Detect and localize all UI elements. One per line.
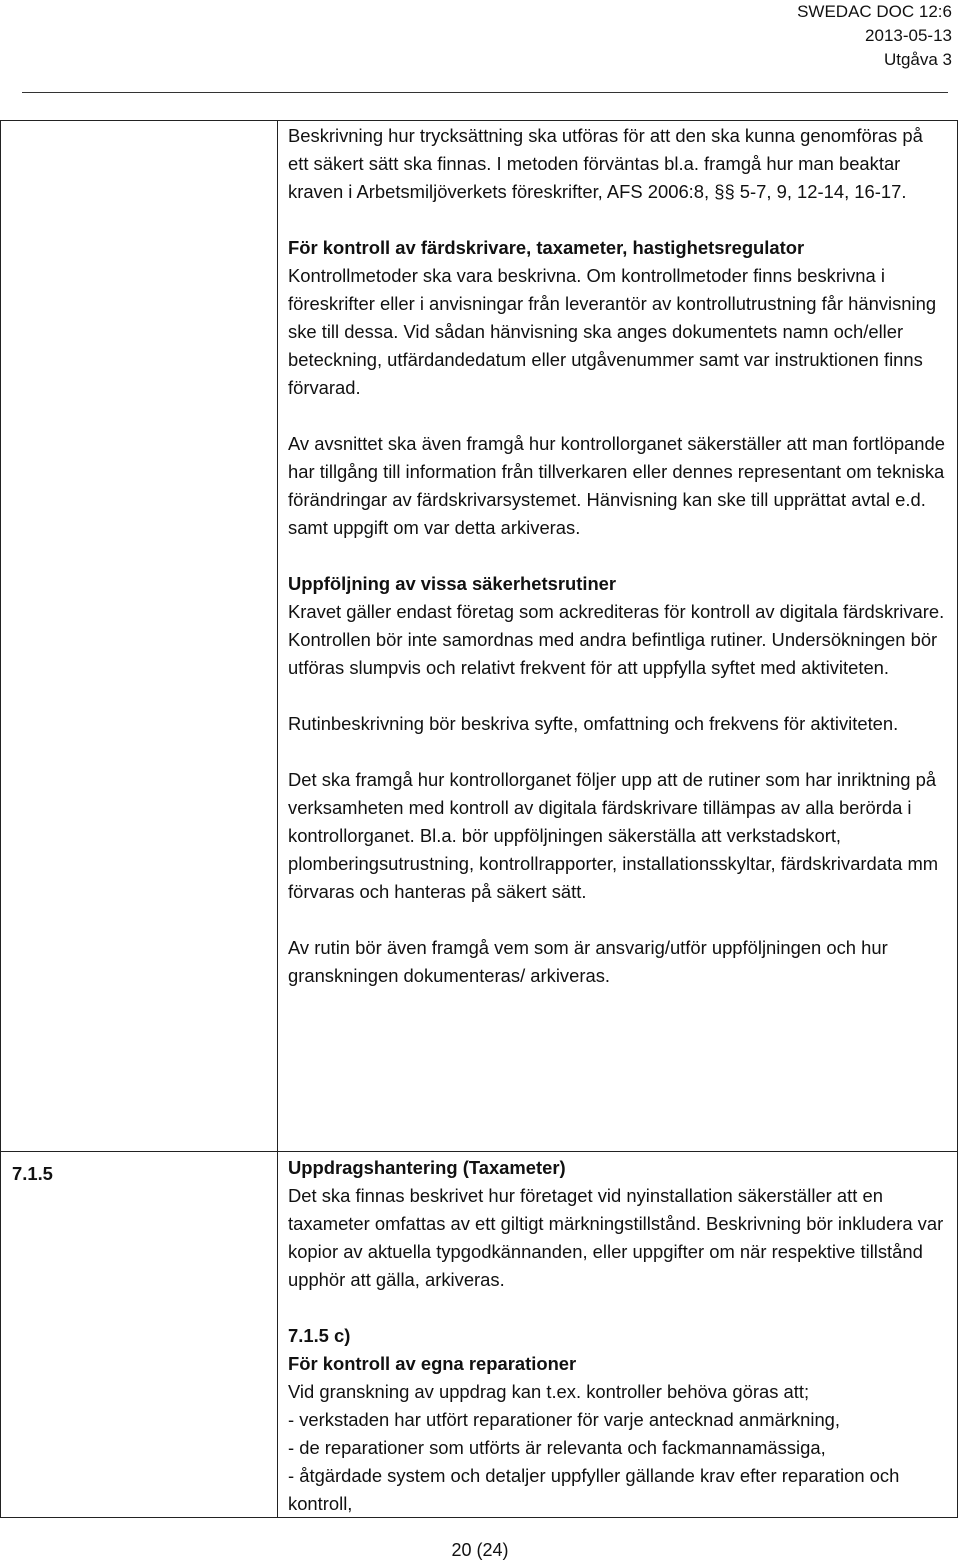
list-intro: Vid granskning av uppdrag kan t.ex. kontroller behöva göras att; (288, 1381, 810, 1402)
paragraph: Det ska finnas beskrivet hur företaget vid nyinstallation säkerställer att en taxameter omfattas av ett giltigt märkningstillstånd. Beskrivning bör inkludera var kopior av aktuella typgodkännanden, eller uppgifter om när respektive tillstånd upphör att gälla, arkiveras. (288, 1185, 944, 1290)
paragraph: Kontrollmetoder ska vara beskrivna. Om kontrollmetoder finns beskrivna i föreskrifter eller i anvisningar från leverantör av kontrollutrustning får hänvisning ske till dessa. Vid sådan hänvisning ska anges dokumentets namn och/eller beteckning, utfärdandedatum eller utgåvenummer samt var instruktionen finns förvarad. (288, 265, 937, 398)
paragraph: Av rutin bör även framgå vem som är ansvarig/utför uppföljningen och hur granskningen dokumenteras/ arkiveras. (288, 937, 888, 986)
subsection-number: 7.1.5 c) (288, 1325, 351, 1346)
section-body (288, 122, 948, 990)
paragraph-block (288, 570, 948, 682)
subheading: Uppföljning av vissa säkerhetsrutiner (288, 573, 617, 594)
paragraph: Kravet gäller endast företag som ackrediteras för kontroll av digitala färdskrivare. Kontrollen bör inte samordnas med andra befintliga rutiner. Undersökningen bör utföras slumpvis och relativt frekvent för att uppfylla syftet med aktiviteten. (288, 601, 945, 678)
header-rule (22, 92, 948, 93)
paragraph: Av avsnittet ska även framgå hur kontrollorganet säkerställer att man fortlöpande har tillgång till information från tillverkaren eller dennes representant om tekniska förändringar av färdskrivarsystemet. Hänvisning kan ske till upprättat avtal e.d. samt uppgift om var detta arkiveras. (288, 433, 945, 538)
paragraph-block (288, 1154, 948, 1294)
paragraph-block (288, 234, 948, 402)
subheading: För kontroll av färdskrivare, taxameter, hastighetsregulator (288, 237, 805, 258)
doc-edition: Utgåva 3 (883, 50, 952, 69)
paragraph: Det ska framgå hur kontrollorganet följer upp att de rutiner som har inriktning på verksamheten med kontroll av digitala färdskrivare tillämpas av alla berörda i kontrollorganet. Bl.a. bör uppföljningen säkerställa att verkstadskort, plomberingsutrustning, kontrollrapporter, installationsskyltar, färdskrivardata mm förvaras och hanteras på säkert sätt. (288, 769, 939, 902)
section-number: 7.1.5 (12, 1163, 53, 1184)
paragraph-block (288, 1322, 948, 1518)
list-item: - åtgärdade system och detaljer uppfyller gällande krav efter reparation och kontroll, (288, 1465, 900, 1514)
column-divider (277, 121, 278, 1517)
row-divider (1, 1151, 957, 1152)
paragraph: Beskrivning hur trycksättning ska utföras för att den ska kunna genomföras på ett säkert sätt ska finnas. I metoden förväntas bl.a. framgå hur man beaktar kraven i Arbetsmiljöverkets föreskrifter, AFS 2006:8, §§ 5-7, 9, 12-14, 16-17. (288, 125, 923, 202)
list-item: - verkstaden har utfört reparationer för varje antecknad anmärkning, (288, 1409, 841, 1430)
doc-date: 2013-05-13 (865, 26, 952, 45)
paragraph: Rutinbeskrivning bör beskriva syfte, omfattning och frekvens för aktiviteten. (288, 713, 899, 734)
page-number: 20 (24) (451, 1540, 509, 1560)
page-header (797, 0, 952, 72)
section-title: Uppdragshantering (Taxameter) (288, 1157, 566, 1178)
subsection-title: För kontroll av egna reparationer (288, 1353, 577, 1374)
list-item: - de reparationer som utförts är relevanta och fackmannamässiga, (288, 1437, 826, 1458)
section-body-2 (288, 1154, 948, 1518)
doc-id: SWEDAC DOC 12:6 (797, 2, 952, 21)
